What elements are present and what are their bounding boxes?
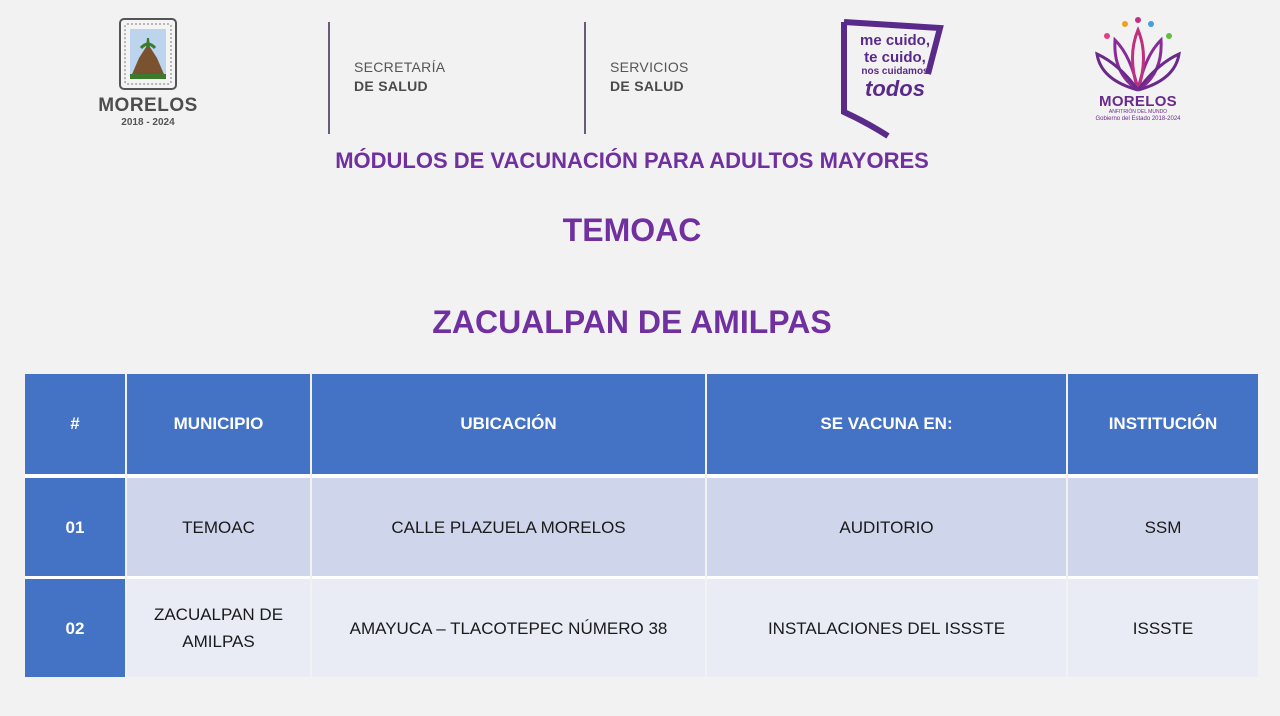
campaign-line4: todos — [865, 76, 925, 101]
column-header-se-vacuna-en: SE VACUNA EN: — [707, 374, 1066, 478]
cell-ubicacion: AMAYUCA – TLACOTEPEC NÚMERO 38 — [312, 579, 705, 677]
secretaria-line1: SECRETARÍA — [354, 59, 446, 75]
servicios-line2: DE SALUD — [610, 78, 684, 94]
divider — [328, 22, 330, 134]
logo-bar — [0, 0, 1280, 145]
campaign-line1: me cuido, — [859, 32, 930, 49]
cell-se-vacuna-en: INSTALACIONES DEL ISSSTE — [707, 579, 1066, 677]
cell-municipio: TEMOAC — [127, 478, 310, 579]
campaign-text — [850, 32, 940, 101]
cell-se-vacuna-en: AUDITORIO — [707, 478, 1066, 579]
vaccination-table — [23, 374, 1260, 677]
gov-tagline: ANFITRIÓN DEL MUNDO — [1108, 109, 1168, 115]
cell-ubicacion: CALLE PLAZUELA MORELOS — [312, 478, 705, 579]
table-header-row — [25, 374, 1258, 478]
place-title-2: ZACUALPAN DE AMILPAS — [432, 304, 832, 340]
state-name: MORELOS — [98, 95, 198, 116]
gov-name: MORELOS — [1099, 93, 1177, 110]
secretaria-de-salud-logo — [354, 58, 445, 96]
secretaria-line2: DE SALUD — [354, 78, 428, 94]
campaign-line2: te cuido, — [864, 49, 926, 66]
page-title: MÓDULOS DE VACUNACIÓN PARA ADULTOS MAYORES — [335, 148, 929, 173]
place-title-1: TEMOAC — [562, 212, 702, 248]
campaign-badge — [836, 16, 946, 140]
row-number: 01 — [25, 478, 125, 579]
column-header-municipio: MUNICIPIO — [127, 374, 310, 478]
coat-of-arms-icon — [119, 18, 177, 90]
table-row — [25, 579, 1258, 677]
cell-institucion: SSM — [1068, 478, 1258, 579]
lotus-flower-icon — [1093, 16, 1183, 94]
morelos-state-logo — [96, 18, 200, 140]
column-header-ubicacion: UBICACIÓN — [312, 374, 705, 478]
row-number: 02 — [25, 579, 125, 677]
cell-municipio: ZACUALPAN DE AMILPAS — [127, 579, 310, 677]
gov-subtitle: Gobierno del Estado 2018-2024 — [1095, 116, 1181, 122]
campaign-line3: nos cuidamos — [861, 66, 929, 77]
servicios-line1: SERVICIOS — [610, 59, 689, 75]
column-header-institucion: INSTITUCIÓN — [1068, 374, 1258, 478]
servicios-de-salud-logo — [610, 58, 689, 96]
cell-institucion: ISSSTE — [1068, 579, 1258, 677]
table-row — [25, 478, 1258, 579]
state-years: 2018 - 2024 — [121, 117, 175, 128]
morelos-government-logo — [1088, 16, 1188, 140]
divider — [584, 22, 586, 134]
column-header-number: # — [25, 374, 125, 478]
